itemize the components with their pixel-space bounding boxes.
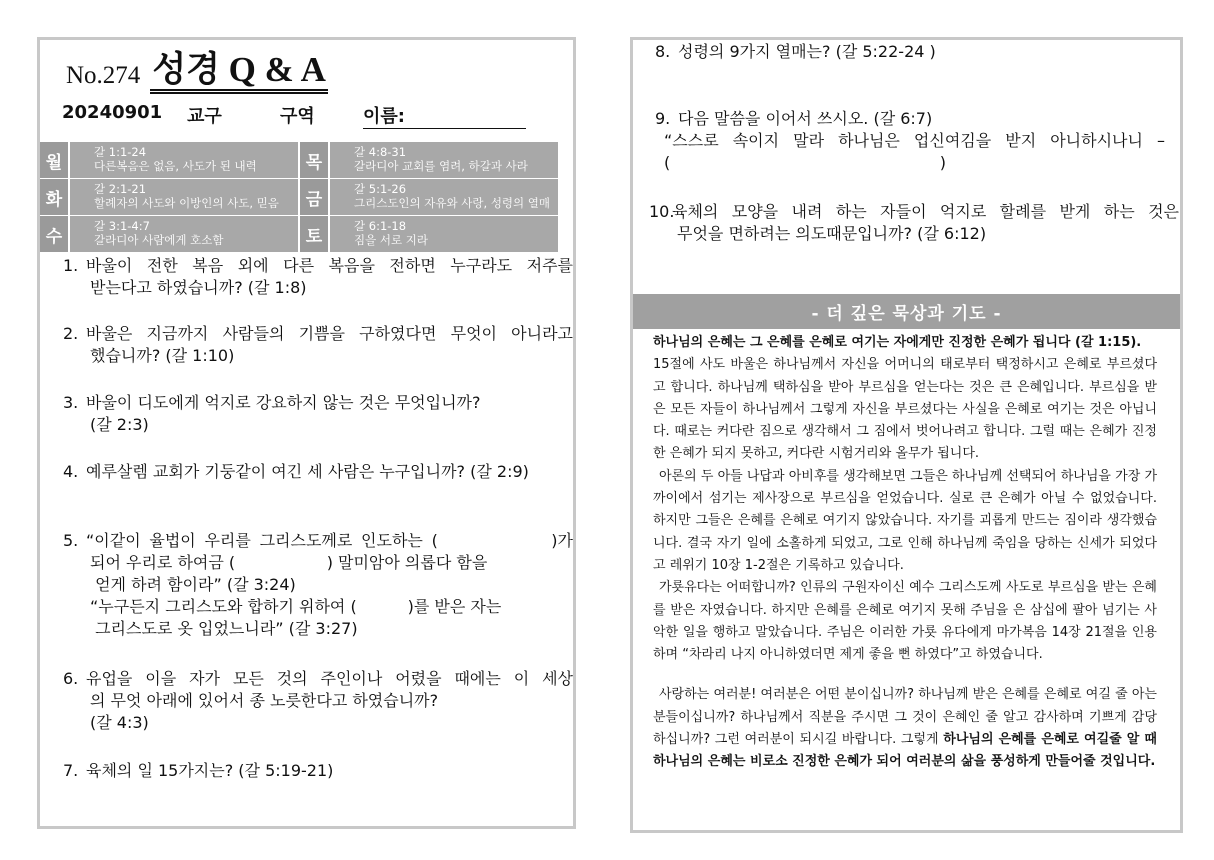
district-label: 교구 [187, 106, 222, 127]
plan-desc: 갈라디아 사람에게 호소함 [94, 233, 224, 247]
question-line: 의 무엇 아래에 있어서 종 노릇한다고 하였습니까? [90, 691, 439, 710]
plan-row [40, 216, 573, 252]
plan-ref: 갈 6:1-18 [354, 219, 407, 233]
plan-desc: 할례자의 사도와 이방인의 사도, 믿음 [94, 196, 279, 210]
question-number: 7. [63, 761, 79, 780]
question-1 [63, 255, 573, 299]
question-number: 6. [63, 669, 79, 688]
plan-row [40, 142, 573, 178]
question-line: (갈 2:3) [90, 415, 149, 434]
question-10 [649, 201, 1179, 245]
question-7 [63, 760, 573, 782]
question-line: 다음 말씀을 이어서 쓰시오. (갈 6:7) [678, 109, 933, 128]
question-line: 무엇을 면하려는 의도때문입니까? (갈 6:12) [677, 224, 987, 243]
plan-day: 토 [300, 216, 330, 252]
plan-day: 수 [40, 216, 70, 252]
question-line: 그리스도로 옷 입었느니라” (갈 3:27) [90, 619, 358, 638]
question-line: 했습니까? (갈 1:10) [90, 346, 235, 365]
question-3 [63, 392, 573, 436]
right-page [630, 37, 1183, 833]
plan-desc: 다른복음은 없음, 사도가 된 내력 [94, 159, 257, 173]
question-number: 2. [63, 324, 79, 343]
meditation-paragraph-closing [653, 684, 1157, 773]
question-line: 바울은 지금까지 사람들의 기쁨을 구하였다면 무엇이 아니라고 [86, 324, 573, 343]
reading-plan [40, 142, 573, 253]
plan-cell [70, 142, 298, 178]
meditation-lead: 하나님의 은혜는 그 은혜를 은혜로 여기는 자에게만 진정한 은혜가 됩니다 (갈 1:15). [653, 335, 1142, 350]
meditation-closing-text: 사랑하는 여러분! 여러분은 어떤 분이십니까? 하나님께 받은 은혜를 은혜로 여길 줄 아는 분들이십니까? 하나님께서 직분을 주시면 그 것이 은혜인 줄 알고 감사하며 기쁘게 감당하십니까? 그런 여러분이 되시길 바랍니다. 그렇게 [653, 687, 1157, 748]
title-row [66, 44, 328, 94]
question-line: 육체의 모양을 내려 하는 자들이 억지로 할례를 받게 하는 것은 [672, 202, 1179, 221]
question-number: 5. [63, 531, 79, 550]
plan-day: 월 [40, 142, 70, 178]
plan-ref: 갈 5:1-26 [354, 182, 407, 196]
question-6 [63, 668, 573, 734]
question-line: 유업을 이을 자가 모든 것의 주인이나 어렸을 때에는 이 세상 [86, 669, 573, 688]
page-title: 성경 Q & A [150, 51, 328, 94]
answer-blank[interactable]: ( ) [664, 153, 947, 172]
question-line: 되어 우리로 하여금 ( ) 말미암아 의롭다 함을 [90, 553, 488, 572]
meditation-paragraph: 가룟유다는 어떠합니까? 인류의 구원자이신 예수 그리스도께 사도로 부르심을 받는 은혜를 받은 자였습니다. 하지만 은혜를 은혜로 여기지 못해 주님을 은 삼십에 팔아 넘기는 사악한 일을 행하고 말았습니다. 주님은 이러한 가룟 유다에게 마가복음 14장 21절을 인용하며 “차라리 나지 아니하였더면 제게 좋을 뻔 하였다”고 하였습니다. [653, 580, 1157, 663]
plan-desc: 갈라디아 교회를 염려, 하갈과 사라 [354, 159, 528, 173]
question-line: 받는다고 하였습니까? (갈 1:8) [90, 278, 307, 297]
plan-ref: 갈 3:1-4:7 [94, 219, 150, 233]
question-8 [655, 41, 1165, 63]
question-line: “이같이 율법이 우리를 그리스도께로 인도하는 ( )가 [86, 531, 573, 550]
question-line: 예루살렘 교회가 기둥같이 여긴 세 사람은 누구입니까? (갈 2:9) [86, 462, 529, 481]
question-number: 9. [655, 109, 671, 128]
question-line: 바울이 디도에게 억지로 강요하지 않는 것은 무엇입니까? [86, 393, 481, 412]
plan-ref: 갈 4:8-31 [354, 145, 407, 159]
issue-number: No.274 [66, 62, 141, 89]
plan-day: 화 [40, 179, 70, 215]
left-page [37, 37, 576, 829]
plan-ref: 갈 1:1-24 [94, 145, 147, 159]
question-line: 얻게 하려 함이라” (갈 3:24) [90, 575, 296, 594]
question-line: (갈 4:3) [90, 713, 149, 732]
name-field[interactable]: 이름: [363, 102, 526, 129]
plan-cell [70, 216, 298, 252]
question-number: 10. [649, 202, 675, 221]
region-label: 구역 [280, 106, 315, 127]
meditation-header: - 더 깊은 묵상과 기도 - [633, 294, 1180, 329]
date-label: 20240901 [62, 102, 163, 123]
plan-cell [330, 216, 558, 252]
meditation-paragraph: 15절에 사도 바울은 하나님께서 자신을 어머니의 태로부터 택정하시고 은혜로 부르셨다고 합니다. 하나님께 택하심을 받아 부르심을 얻는다는 것은 큰 은혜입니다. 부르심을 받은 모든 자들이 하나님께서 그렇게 자신을 부르셨다는 사실을 은혜로 여기는 것은 아닙니다. 때로는 커다란 짐으로 생각해서 그 짐에서 벗어나려고 합니다. 그럴 때는 은혜가 진정한 은혜가 되지 못하고, 커다란 시험거리와 올무가 됩니다. [653, 357, 1157, 462]
meditation-text [653, 332, 1157, 774]
question-number: 3. [63, 393, 79, 412]
question-4 [63, 461, 573, 483]
plan-row [40, 179, 573, 215]
plan-cell [70, 179, 298, 215]
question-line: 바울이 전한 복음 외에 다른 복음을 전하면 누구라도 저주를 [86, 256, 573, 275]
question-number: 8. [655, 42, 671, 61]
question-line: 육체의 일 15가지는? (갈 5:19-21) [86, 761, 334, 780]
meditation-paragraph: 아론의 두 아들 나답과 아비후를 생각해보면 그들은 하나님께 선택되어 하나님을 가장 가까이에서 섬기는 제사장으로 부르심을 얻었습니다. 실로 큰 은혜가 아닐 수 없었습니다. 하지만 그들은 은혜를 은혜로 여기지 않았습니다. 자기를 괴롭게 만드는 짐이라 생각했습니다. 결국 자기 일에 소홀하게 되었고, 그로 인해 하나님께 죽임을 당하는 신세가 되었다고 레위기 10장 1-2절은 기록하고 있습니다. [653, 468, 1157, 573]
plan-desc: 짐을 서로 지라 [354, 233, 428, 247]
plan-ref: 갈 2:1-21 [94, 182, 147, 196]
plan-desc: 그리스도인의 자유와 사랑, 성령의 열매 [354, 196, 551, 210]
plan-day: 금 [300, 179, 330, 215]
question-9 [655, 108, 1165, 174]
question-number: 1. [63, 256, 79, 275]
question-line: 성령의 9가지 열매는? (갈 5:22-24 ) [678, 42, 936, 61]
plan-cell [330, 142, 558, 178]
question-5 [63, 530, 573, 640]
plan-cell [330, 179, 558, 215]
meditation-closing-emphasis: 하나님의 은혜를 은혜로 여길줄 알 때 하나님의 은혜는 비로소 진정한 은혜가 되어 여러분의 삶을 풍성하게 만들어줄 것입니다. [653, 732, 1157, 770]
question-line: “누구든지 그리스도와 합하기 위하여 ( )를 받은 자는 [90, 597, 502, 616]
plan-day: 목 [300, 142, 330, 178]
question-line: “스스로 속이지 말라 하나님은 업신여김을 받지 아니하시나니 – [664, 131, 1165, 150]
info-row [62, 102, 532, 128]
question-2 [63, 323, 573, 367]
question-number: 4. [63, 462, 79, 481]
